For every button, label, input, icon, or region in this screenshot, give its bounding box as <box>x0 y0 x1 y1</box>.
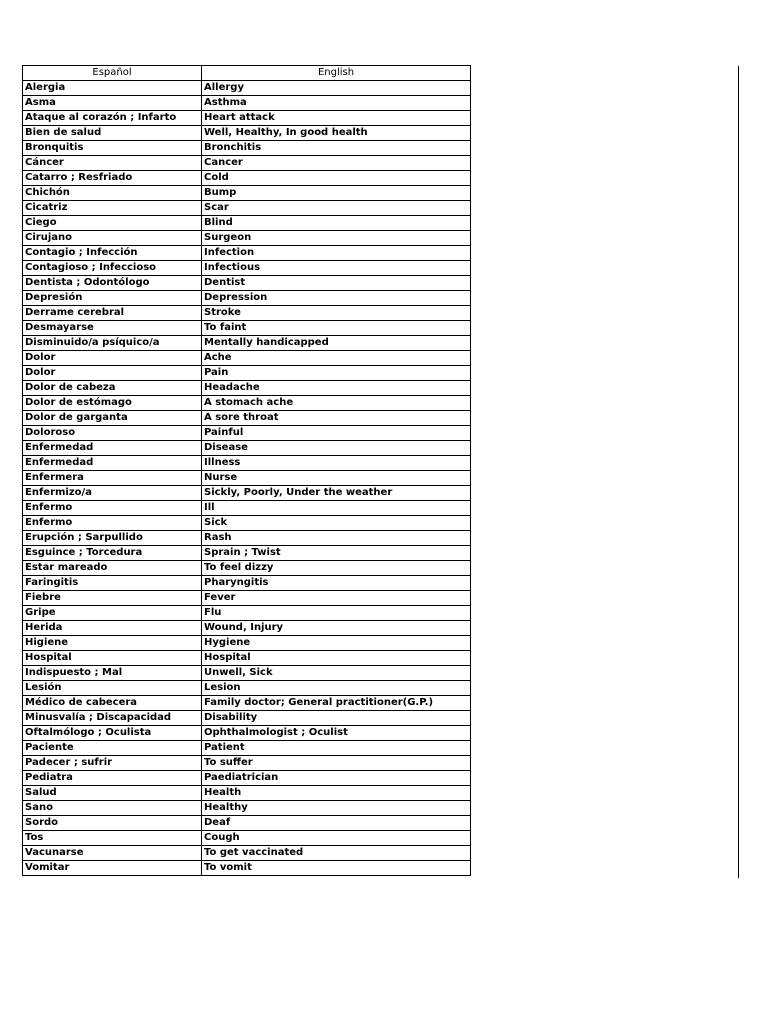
english-term: A sore throat <box>202 411 471 426</box>
english-term: Mentally handicapped <box>202 336 471 351</box>
table-row <box>23 516 471 531</box>
table-row <box>23 771 471 786</box>
table-row <box>23 231 471 246</box>
spanish-term: Dolor <box>23 366 202 381</box>
table-row <box>23 306 471 321</box>
header-english: English <box>202 66 471 81</box>
spanish-term: Enfermo <box>23 516 202 531</box>
table-row <box>23 126 471 141</box>
english-term: Pharyngitis <box>202 576 471 591</box>
english-term: Paediatrician <box>202 771 471 786</box>
table-row <box>23 501 471 516</box>
english-term: Cold <box>202 171 471 186</box>
spanish-term: Vacunarse <box>23 846 202 861</box>
table-body <box>23 81 471 876</box>
spanish-term: Derrame cerebral <box>23 306 202 321</box>
spanish-term: Doloroso <box>23 426 202 441</box>
english-term: Hygiene <box>202 636 471 651</box>
spanish-term: Dolor de estómago <box>23 396 202 411</box>
spanish-term: Vomitar <box>23 861 202 876</box>
spanish-term: Contagio ; Infección <box>23 246 202 261</box>
english-term: Dentist <box>202 276 471 291</box>
table-row <box>23 486 471 501</box>
table-row <box>23 816 471 831</box>
spanish-term: Minusvalía ; Discapacidad <box>23 711 202 726</box>
table-row <box>23 651 471 666</box>
spanish-term: Depresión <box>23 291 202 306</box>
table-row <box>23 81 471 96</box>
spanish-term: Pediatra <box>23 771 202 786</box>
spanish-term: Dolor de garganta <box>23 411 202 426</box>
english-term: Blind <box>202 216 471 231</box>
english-term: Healthy <box>202 801 471 816</box>
english-term: Bronchitis <box>202 141 471 156</box>
english-term: Sick <box>202 516 471 531</box>
spanish-term: Contagioso ; Infeccioso <box>23 261 202 276</box>
spanish-term: Cirujano <box>23 231 202 246</box>
english-term: Disability <box>202 711 471 726</box>
english-term: Deaf <box>202 816 471 831</box>
header-row <box>23 66 471 81</box>
spanish-term: Desmayarse <box>23 321 202 336</box>
english-term: Flu <box>202 606 471 621</box>
spanish-term: Sordo <box>23 816 202 831</box>
spanish-term: Oftalmólogo ; Oculista <box>23 726 202 741</box>
table-row <box>23 846 471 861</box>
english-term: To feel dizzy <box>202 561 471 576</box>
table-header <box>23 66 471 81</box>
spanish-term: Sano <box>23 801 202 816</box>
table-row <box>23 636 471 651</box>
table-row <box>23 621 471 636</box>
english-term: Lesion <box>202 681 471 696</box>
english-term: To get vaccinated <box>202 846 471 861</box>
table-row <box>23 261 471 276</box>
english-term: Family doctor; General practitioner(G.P.) <box>202 696 471 711</box>
spanish-term: Higiene <box>23 636 202 651</box>
spanish-term: Enfermo <box>23 501 202 516</box>
english-term: Headache <box>202 381 471 396</box>
spanish-term: Fiebre <box>23 591 202 606</box>
header-spanish: Español <box>23 66 202 81</box>
table-row <box>23 546 471 561</box>
spanish-term: Dolor <box>23 351 202 366</box>
table-row <box>23 456 471 471</box>
vertical-divider <box>738 66 739 878</box>
english-term: Patient <box>202 741 471 756</box>
table-row <box>23 591 471 606</box>
table-row <box>23 726 471 741</box>
english-term: Painful <box>202 426 471 441</box>
table-row <box>23 831 471 846</box>
table-row <box>23 696 471 711</box>
english-term: Infectious <box>202 261 471 276</box>
spanish-term: Cicatriz <box>23 201 202 216</box>
english-term: Depression <box>202 291 471 306</box>
table-row <box>23 201 471 216</box>
table-row <box>23 576 471 591</box>
english-term: Nurse <box>202 471 471 486</box>
table-row <box>23 276 471 291</box>
spanish-term: Enfermedad <box>23 456 202 471</box>
table-row <box>23 471 471 486</box>
table-row <box>23 291 471 306</box>
spanish-term: Salud <box>23 786 202 801</box>
spanish-term: Alergia <box>23 81 202 96</box>
english-term: Hospital <box>202 651 471 666</box>
english-term: Asthma <box>202 96 471 111</box>
spanish-term: Gripe <box>23 606 202 621</box>
table-row <box>23 336 471 351</box>
table-row <box>23 381 471 396</box>
table-row <box>23 561 471 576</box>
spanish-term: Indispuesto ; Mal <box>23 666 202 681</box>
spanish-term: Enfermizo/a <box>23 486 202 501</box>
table-row <box>23 186 471 201</box>
spanish-term: Bien de salud <box>23 126 202 141</box>
table-row <box>23 786 471 801</box>
spanish-term: Dentista ; Odontólogo <box>23 276 202 291</box>
table-row <box>23 411 471 426</box>
english-term: Illness <box>202 456 471 471</box>
table-row <box>23 321 471 336</box>
english-term: Ache <box>202 351 471 366</box>
spanish-term: Médico de cabecera <box>23 696 202 711</box>
english-term: Well, Healthy, In good health <box>202 126 471 141</box>
english-term: Health <box>202 786 471 801</box>
spanish-term: Hospital <box>23 651 202 666</box>
spanish-term: Dolor de cabeza <box>23 381 202 396</box>
english-term: To vomit <box>202 861 471 876</box>
table-row <box>23 396 471 411</box>
english-term: Cough <box>202 831 471 846</box>
table-row <box>23 711 471 726</box>
english-term: Pain <box>202 366 471 381</box>
english-term: To suffer <box>202 756 471 771</box>
english-term: Allergy <box>202 81 471 96</box>
spanish-term: Catarro ; Resfriado <box>23 171 202 186</box>
english-term: Ill <box>202 501 471 516</box>
english-term: Wound, Injury <box>202 621 471 636</box>
table-row <box>23 156 471 171</box>
vocabulary-table <box>22 65 471 876</box>
table-row <box>23 861 471 876</box>
english-term: Stroke <box>202 306 471 321</box>
spanish-term: Chichón <box>23 186 202 201</box>
table-row <box>23 111 471 126</box>
table-row <box>23 366 471 381</box>
table-row <box>23 141 471 156</box>
table-row <box>23 801 471 816</box>
table-row <box>23 441 471 456</box>
english-term: Scar <box>202 201 471 216</box>
spanish-term: Ataque al corazón ; Infarto <box>23 111 202 126</box>
table-row <box>23 216 471 231</box>
spanish-term: Ciego <box>23 216 202 231</box>
english-term: A stomach ache <box>202 396 471 411</box>
table-row <box>23 96 471 111</box>
table-row <box>23 681 471 696</box>
english-term: Surgeon <box>202 231 471 246</box>
table-row <box>23 246 471 261</box>
english-term: To faint <box>202 321 471 336</box>
spanish-term: Bronquitis <box>23 141 202 156</box>
english-term: Sickly, Poorly, Under the weather <box>202 486 471 501</box>
table-row <box>23 426 471 441</box>
spanish-term: Esguince ; Torcedura <box>23 546 202 561</box>
spanish-term: Erupción ; Sarpullido <box>23 531 202 546</box>
table-row <box>23 171 471 186</box>
spanish-term: Enfermedad <box>23 441 202 456</box>
spanish-term: Herida <box>23 621 202 636</box>
spanish-term: Estar mareado <box>23 561 202 576</box>
spanish-term: Cáncer <box>23 156 202 171</box>
english-term: Disease <box>202 441 471 456</box>
table-row <box>23 741 471 756</box>
table-row <box>23 531 471 546</box>
table-row <box>23 606 471 621</box>
english-term: Rash <box>202 531 471 546</box>
english-term: Bump <box>202 186 471 201</box>
english-term: Unwell, Sick <box>202 666 471 681</box>
english-term: Infection <box>202 246 471 261</box>
table-row <box>23 351 471 366</box>
table-row <box>23 666 471 681</box>
english-term: Fever <box>202 591 471 606</box>
english-term: Heart attack <box>202 111 471 126</box>
spanish-term: Faringitis <box>23 576 202 591</box>
spanish-term: Enfermera <box>23 471 202 486</box>
spanish-term: Asma <box>23 96 202 111</box>
table-row <box>23 756 471 771</box>
spanish-term: Tos <box>23 831 202 846</box>
spanish-term: Paciente <box>23 741 202 756</box>
english-term: Sprain ; Twist <box>202 546 471 561</box>
english-term: Cancer <box>202 156 471 171</box>
spanish-term: Lesión <box>23 681 202 696</box>
english-term: Ophthalmologist ; Oculist <box>202 726 471 741</box>
spanish-term: Padecer ; sufrir <box>23 756 202 771</box>
spanish-term: Disminuido/a psíquico/a <box>23 336 202 351</box>
